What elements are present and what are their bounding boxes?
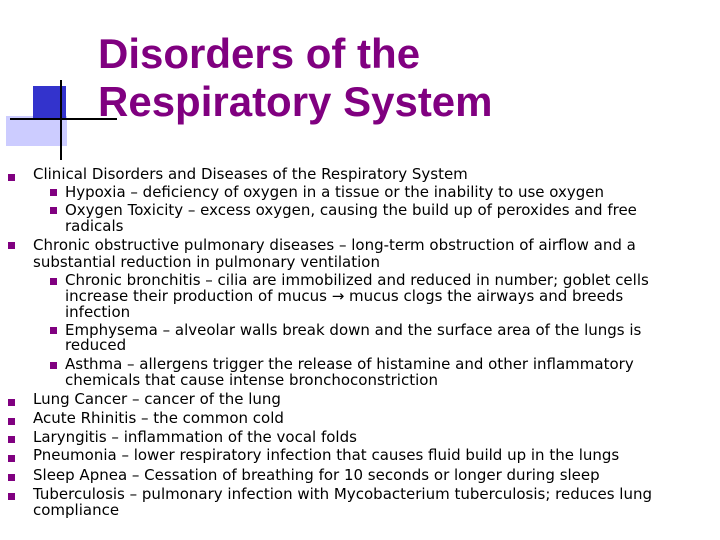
bullet-sleep-apnea: Sleep Apnea – Cessation of breathing for 10 seconds or longer during sleep: [33, 466, 600, 484]
sub-bullet-oxygen-toxicity-cont: radicals: [65, 217, 124, 235]
sub-bullet-chronic-bronchitis: Chronic bronchitis – cilia are immobilized and reduced in number; goblet cells: [65, 271, 649, 289]
bullet-marker: [8, 174, 15, 181]
slide-title-line-1: Disorders of the: [98, 30, 421, 77]
sub-bullet-marker: [50, 362, 57, 369]
bullet-tuberculosis-cont: compliance: [33, 501, 120, 519]
bullet-marker: [8, 399, 15, 406]
sub-bullet-marker: [50, 189, 57, 196]
bullet-marker: [8, 242, 15, 249]
bullet-clinical-disorders: Clinical Disorders and Diseases of the Respiratory System: [33, 165, 468, 183]
bullet-marker: [8, 436, 15, 443]
bullet-marker: [8, 493, 15, 500]
bullet-copd-cont: substantial reduction in pulmonary ventilation: [33, 253, 380, 271]
bullet-copd: Chronic obstructive pulmonary diseases – long-term obstruction of airflow and a: [33, 236, 636, 254]
bullet-tuberculosis: Tuberculosis – pulmonary infection with Mycobacterium tuberculosis; reduces lung: [33, 485, 653, 503]
bullet-lung-cancer: Lung Cancer – cancer of the lung: [33, 390, 281, 408]
sub-bullet-marker: [50, 278, 57, 285]
bullet-pneumonia: Pneumonia – lower respiratory infection that causes fluid build up in the lungs: [33, 446, 620, 464]
sub-bullet-asthma-cont: chemicals that cause intense bronchoconstriction: [65, 371, 438, 389]
sub-bullet-marker: [50, 327, 57, 334]
sub-bullet-emphysema-cont: reduced: [65, 336, 127, 354]
sub-bullet-emphysema: Emphysema – alveolar walls break down and the surface area of the lungs is: [65, 321, 642, 339]
bullet-marker: [8, 474, 15, 481]
sub-bullet-chronic-bronchitis-cont2: infection: [65, 303, 131, 321]
bullet-marker: [8, 455, 15, 462]
sub-bullet-marker: [50, 207, 57, 214]
sub-bullet-hypoxia: Hypoxia – deficiency of oxygen in a tissue or the inability to use oxygen: [65, 183, 604, 201]
sub-bullet-oxygen-toxicity: Oxygen Toxicity – excess oxygen, causing the build up of peroxides and free: [65, 201, 637, 219]
bullet-laryngitis: Laryngitis – inflammation of the vocal folds: [33, 428, 357, 446]
sub-bullet-asthma: Asthma – allergens trigger the release of histamine and other inflammatory: [65, 355, 634, 373]
bullet-marker: [8, 418, 15, 425]
bullet-acute-rhinitis: Acute Rhinitis – the common cold: [33, 409, 284, 427]
slide-title-line-2: Respiratory System: [98, 78, 493, 125]
sub-bullet-chronic-bronchitis-cont: increase their production of mucus → mucus clogs the airways and breeds: [65, 287, 624, 305]
